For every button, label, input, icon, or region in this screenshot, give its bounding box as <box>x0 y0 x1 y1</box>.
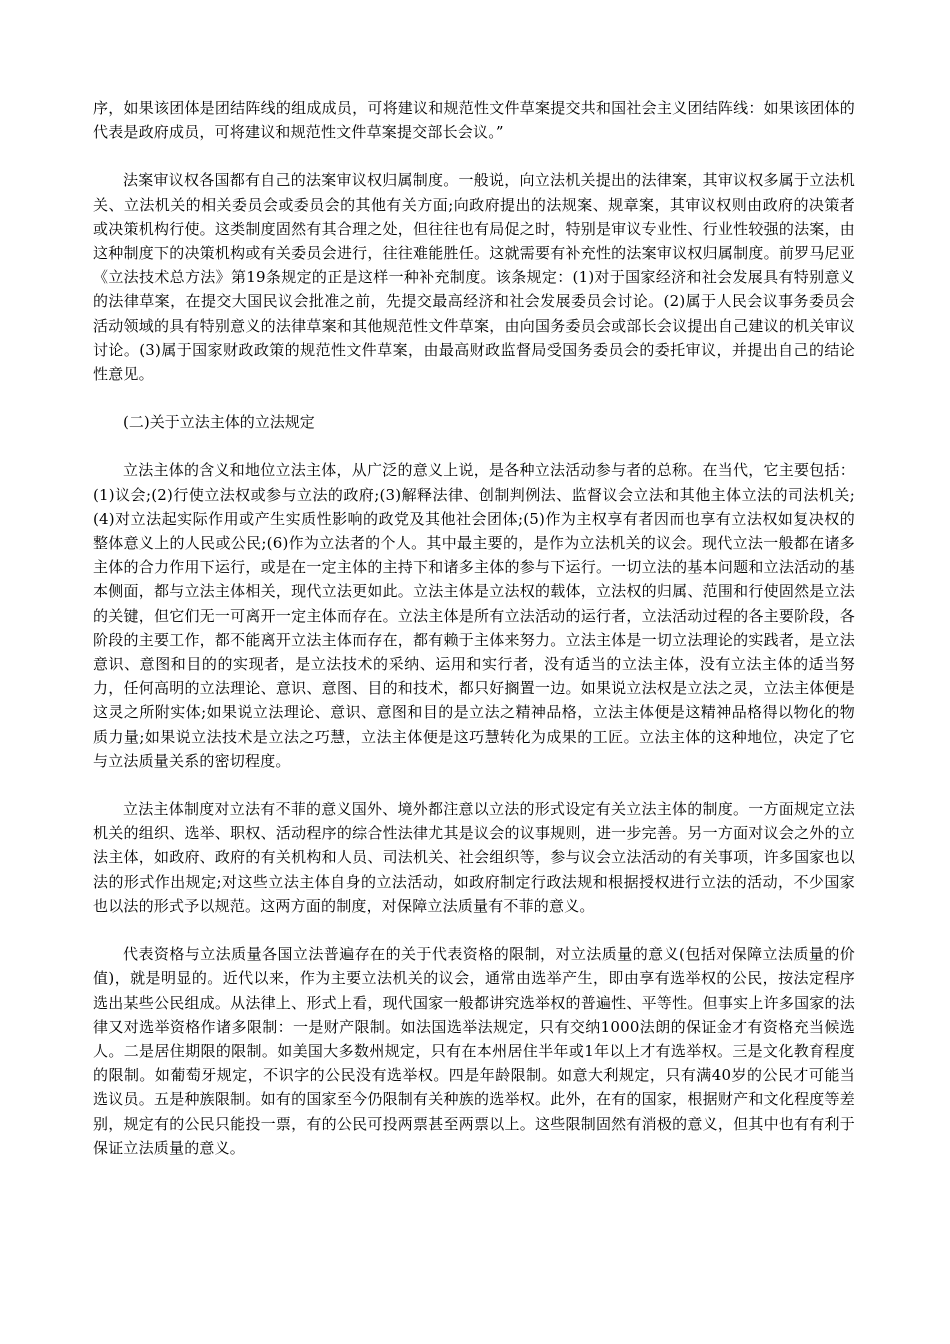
paragraph-gap <box>93 918 855 942</box>
paragraph-representative-qualification: 代表资格与立法质量各国立法普遍存在的关于代表资格的限制，对立法质量的意义(包括对保障立法质量的价值)，就是明显的。近代以来，作为主要立法机关的议会，通常由选举产生，即由享有选举权的公民，按法定程序选出某些公民组成。从法律上、形式上看，现代国家一般都讲究选举权的普遍性、平等性。但事实上许多国家的法律又对选举资格作诸多限制：一是财产限制。如法国选举法规定，只有交纳1000法朗的保证金才有资格充当候选人。二是居住期限的限制。如美国大多数州规定，只有在本州居住半年或1年以上才有选举权。三是文化教育程度的限制。如葡萄牙规定，不识字的公民没有选举权。四是年龄限制。如意大利规定，只有满40岁的公民才可能当选议员。五是种族限制。如有的国家至今仍限制有关种族的选举权。此外，在有的国家，根据财产和文化程度等差别，规定有的公民只能投一票，有的公民可投两票甚至两票以上。这些限制固然有消极的意义，但其中也有有利于保证立法质量的意义。 <box>93 945 855 1157</box>
section-heading: (二)关于立法主体的立法规定 <box>123 413 315 432</box>
paragraph-gap <box>93 144 855 168</box>
paragraph-gap <box>93 434 855 458</box>
paragraph-bill-review-right: 法案审议权各国都有自己的法案审议权归属制度。一般说，向立法机关提出的法律案，其审议权多属于立法机关、立法机关的相关委员会或委员会的其他有关方面;向政府提出的法规案、规章案，其审议权则由政府的决策者或决策机构行使。这类制度固然有其合理之处，但往往也有局促之时，特别是审议专业性、行业性较强的法案，由这种制度下的决策机构或有关委员会进行，往往难能胜任。这就需要有补充性的法案审议权归属制度。前罗马尼亚《立法技术总方法》第19条规定的正是这样一种补充制度。该条规定：(1)对于国家经济和社会发展具有特别意义的法律草案，在提交大国民议会批准之前，先提交最高经济和社会发展委员会讨论。(2)属于人民会议事务委员会活动领域的具有特别意义的法律草案和其他规范性文件草案，由向国务委员会或部长会议提出自己建议的机关审议讨论。(3)属于国家财政政策的规范性文件草案，由最高财政监督局受国务委员会的委托审议，并提出自己的结论性意见。 <box>93 171 855 384</box>
paragraph-legislative-subject: 立法主体的含义和地位立法主体，从广泛的意义上说，是各种立法活动参与者的总称。在当代，它主要包括：(1)议会;(2)行使立法权或参与立法的政府;(3)解释法律、创制判例法、监督议会立法和其他主体立法的司法机关;(4)对立法起实际作用或产生实质性影响的政党及其他社会团体;(5)作为主权享有者因而也享有立法权如复决权的整体意义上的人民或公民;(6)作为立法者的个人。其中最主要的，是作为立法机关的议会。现代立法一般都在诸多主体的合力作用下运行，或是在一定主体的主持下和诸多主体的参与下运行。一切立法的基本问题和立法活动的基本侧面，都与立法主体相关，现代立法更如此。立法主体是立法权的载体，立法权的归属、范围和行使固然是立法的关键，但它们无一可离开一定主体而存在。立法主体是所有立法活动的运行者，立法活动过程的各主要阶段，各阶段的主要工作，都不能离开立法主体而存在，都有赖于主体来努力。立法主体是一切立法理论的实践者，是立法意识、意图和目的的实现者，是立法技术的采纳、运用和实行者，没有适当的立法主体，没有立法主体的适当努力，任何高明的立法理论、意识、意图、目的和技术，都只好搁置一边。如果说立法权是立法之灵，立法主体便是这灵之所附实体;如果说立法理论、意识、意图和目的是立法之精神品格，立法主体便是这精神品格得以物化的物质力量;如果说立法技术是立法之巧慧，立法主体便是这巧慧转化为成果的工匠。立法主体的这种地位，决定了它与立法质量关系的密切程度。 <box>93 461 855 770</box>
document-page <box>93 96 855 1160</box>
paragraph-gap <box>93 386 855 410</box>
paragraph-continuation: 序，如果该团体是团结阵线的组成成员，可将建议和规范性文件草案提交共和国社会主义团结阵线：如果该团体的代表是政府成员，可将建议和规范性文件草案提交部长会议。” <box>93 99 855 142</box>
paragraph-subject-system: 立法主体制度对立法有不菲的意义国外、境外都注意以立法的形式设定有关立法主体的制度。一方面规定立法机关的组织、选举、职权、活动程序的综合性法律尤其是议会的议事规则，进一步完善。另一方面对议会之外的立法主体，如政府、政府的有关机构和人员、司法机关、社会组织等，参与议会立法活动的有关事项，许多国家也以法的形式作出规定;对这些立法主体自身的立法活动，如政府制定行政法规和根据授权进行立法的活动，不少国家也以法的形式予以规范。这两方面的制度，对保障立法质量有不菲的意义。 <box>93 800 855 915</box>
paragraph-gap <box>93 773 855 797</box>
